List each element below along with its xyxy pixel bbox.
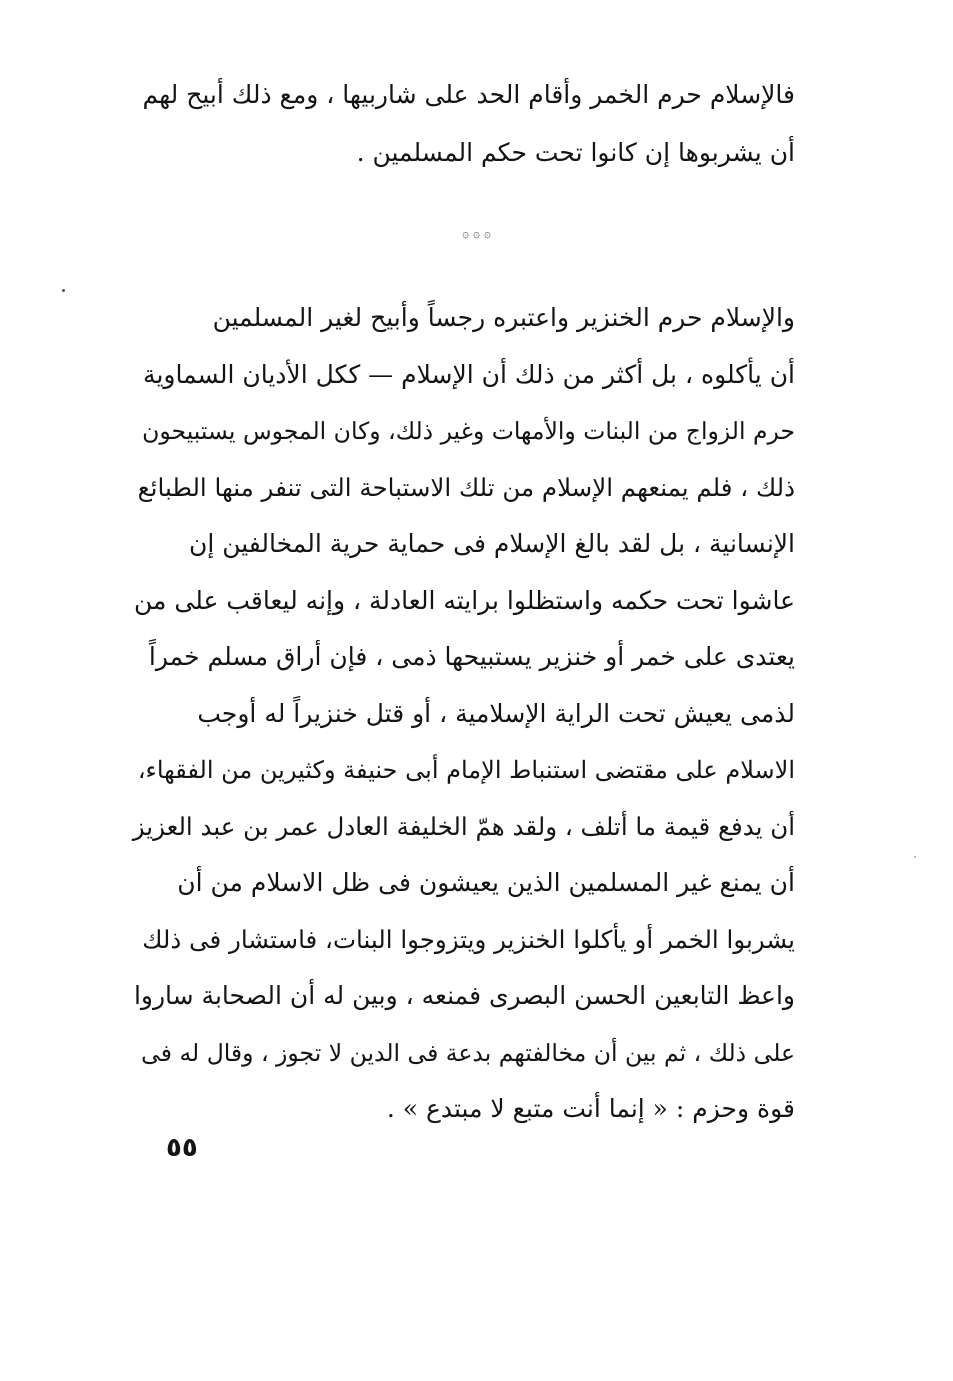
text-line: الإنسانية ، بل لقد بالغ الإسلام فى حماية حرية المخالفين إن <box>188 529 795 558</box>
text-line: أن يدفع قيمة ما أتلف ، ولقد همّ الخليفة العادل عمر بن عبد العزيز <box>132 811 795 841</box>
main-paragraph <box>130 290 795 1138</box>
section-separator: ۞ ۞ ۞ <box>462 226 491 240</box>
scan-speck <box>62 289 65 292</box>
text-line: فالإسلام حرم الخمر وأقام الحد على شاربيها ، ومع ذلك أبيح لهم <box>142 80 795 109</box>
scan-speck <box>914 856 916 858</box>
text-line: واعظ التابعين الحسن البصرى فمنعه ، وبين له أن الصحابة ساروا <box>133 981 795 1010</box>
text-line: قوة وحزم : « إنما أنت متبع لا مبتدع » . <box>386 1094 795 1123</box>
text-line: أن يشربوها إن كانوا تحت حكم المسلمين . <box>356 138 795 167</box>
text-line: حرم الزواج من البنات والأمهات وغير ذلك، وكان المجوس يستبيحون <box>142 417 795 445</box>
text-line: ذلك ، فلم يمنعهم الإسلام من تلك الاستباحة التى تنفر منها الطبائع <box>137 472 795 502</box>
text-line: عاشوا تحت حكمه واستظلوا برايته العادلة ، وإنه ليعاقب على من <box>134 585 795 615</box>
top-paragraph <box>130 66 795 182</box>
text-line: لذمى يعيش تحت الراية الإسلامية ، أو قتل خنزيراً له أوجب <box>197 698 795 728</box>
page-number: ٥٥ <box>166 1133 198 1163</box>
text-line: يشربوا الخمر أو يأكلوا الخنزير ويتزوجوا البنات، فاستشار فى ذلك <box>142 924 795 954</box>
text-line: يعتدى على خمر أو خنزير يستبيحها ذمى ، فإن أراق مسلم خمراً <box>148 642 795 671</box>
text-line: أن يمنع غير المسلمين الذين يعيشون فى ظل الاسلام من أن <box>177 868 795 897</box>
text-line: أن يأكلوه ، بل أكثر من ذلك أن الإسلام — ككل الأديان السماوية <box>143 359 795 389</box>
text-line: الاسلام على مقتضى استنباط الإمام أبى حنيفة وكثيرين من الفقهاء، <box>137 756 795 784</box>
text-line: والإسلام حرم الخنزير واعتبره رجساً وأبيح لغير المسلمين <box>212 303 795 332</box>
text-line: على ذلك ، ثم بين أن مخالفتهم بدعة فى الدين لا تجوز ، وقال له فى <box>141 1038 795 1067</box>
